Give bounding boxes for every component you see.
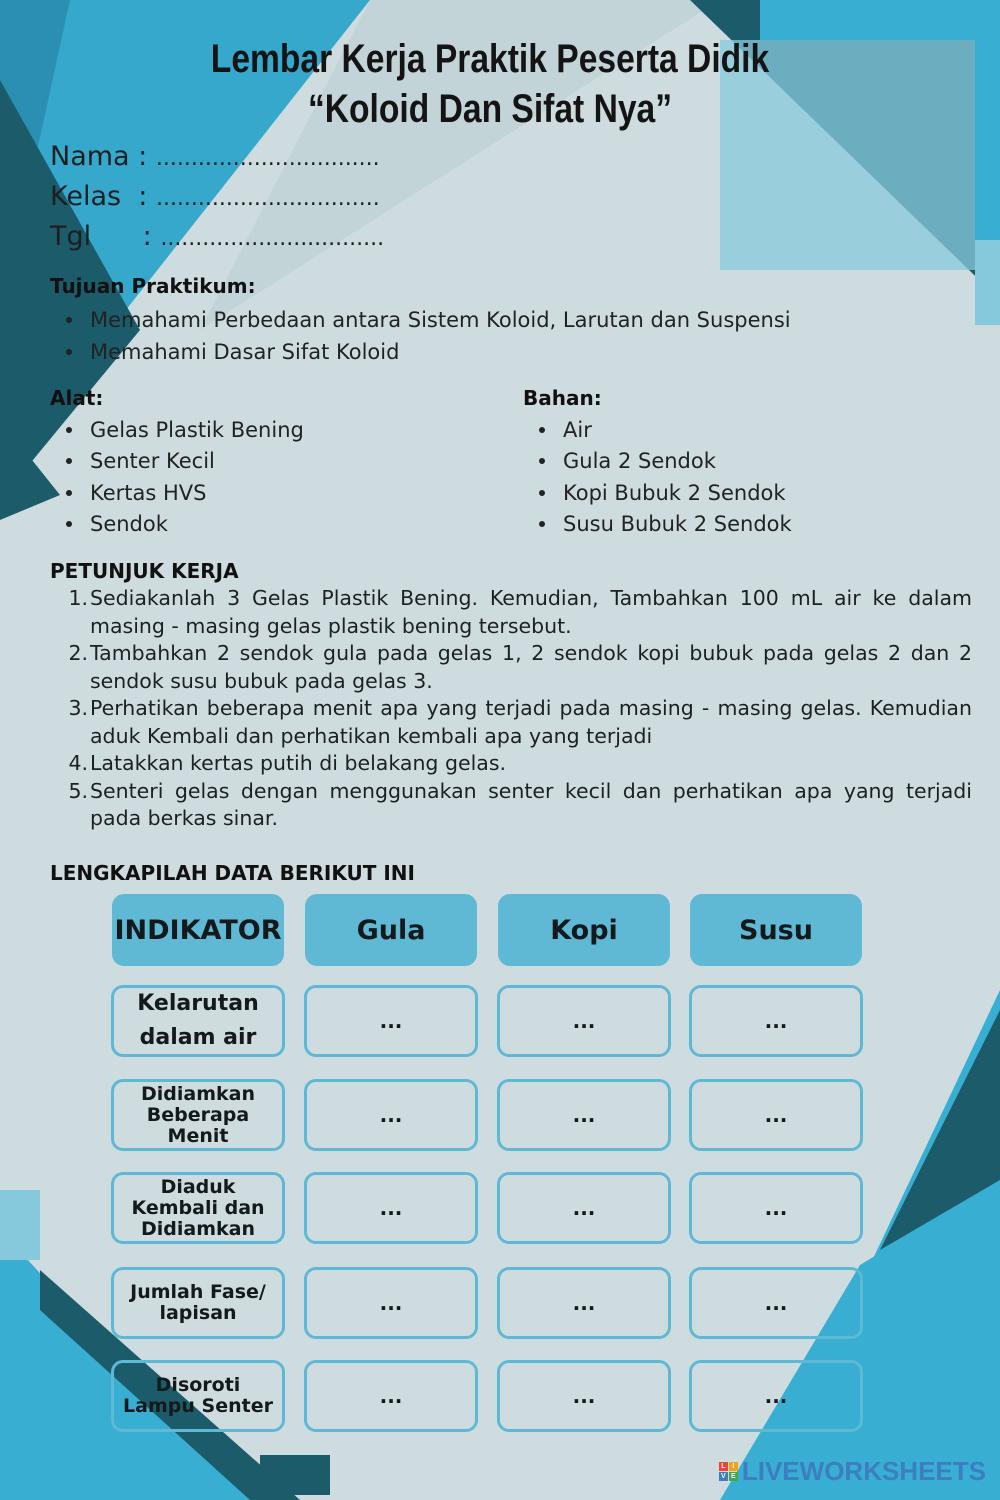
cell-susu-didiamkan[interactable]: ...	[689, 1079, 863, 1151]
header-gula: Gula	[305, 894, 477, 966]
date-blank[interactable]: ................................	[160, 226, 385, 251]
cell-gula-diaduk[interactable]: ...	[304, 1172, 478, 1244]
row-label-diaduk: Diaduk Kembali dan Didiamkan	[111, 1172, 285, 1244]
list-item: Memahami Perbedaan antara Sistem Koloid, Larutan dan Suspensi	[66, 304, 791, 336]
tujuan-heading: Tujuan Praktikum:	[50, 274, 256, 298]
liveworksheets-logo-icon: L I V E	[719, 1462, 738, 1481]
cell-gula-jumlah-fase[interactable]: ...	[304, 1267, 478, 1339]
liveworksheets-brand[interactable]	[719, 1456, 986, 1487]
cell-susu-disoroti[interactable]: ...	[689, 1360, 863, 1432]
title-line-1: Lembar Kerja Praktik Peserta Didik	[210, 37, 770, 81]
bahan-heading: Bahan:	[523, 386, 602, 410]
list-item: Susu Bubuk 2 Sendok	[539, 509, 792, 541]
class-blank[interactable]: ................................	[155, 186, 380, 211]
list-item: Memahami Dasar Sifat Koloid	[66, 336, 791, 368]
name-label: Nama :	[50, 141, 148, 172]
step-item: 3. Perhatikan beberapa menit apa yang terjadi pada masing - masing gelas. Kemudian aduk Kembali dan perhatikan kembali apa yang terjadi	[68, 696, 972, 748]
header-indikator: INDIKATOR	[112, 894, 284, 966]
step-item: 5. Senteri gelas dengan menggunakan senter kecil dan perhatikan apa yang terjadi pada berkas sinar.	[68, 778, 972, 830]
cell-gula-disoroti[interactable]: ...	[304, 1360, 478, 1432]
brand-text: LIVEWORKSHEETS	[741, 1456, 986, 1486]
cell-gula-kelarutan[interactable]: ...	[304, 985, 478, 1057]
row-label-didiamkan: Didiamkan Beberapa Menit	[111, 1079, 285, 1151]
cell-susu-diaduk[interactable]: ...	[689, 1172, 863, 1244]
cell-gula-didiamkan[interactable]: ...	[304, 1079, 478, 1151]
title-line-2: “Koloid Dan Sifat Nya”	[307, 87, 673, 131]
list-item: Gelas Plastik Bening	[66, 414, 304, 446]
table-heading: LENGKAPILAH DATA BERIKUT INI	[50, 861, 415, 885]
cell-kopi-jumlah-fase[interactable]: ...	[497, 1267, 671, 1339]
header-susu: Susu	[690, 894, 862, 966]
list-item: Sendok	[66, 509, 304, 541]
list-item: Senter Kecil	[66, 446, 304, 478]
list-item: Kertas HVS	[66, 477, 304, 509]
step-item: 2. Tambahkan 2 sendok gula pada gelas 1, 2 sendok kopi bubuk pada gelas 2 dan 2 sendok susu bubuk pada gelas 3.	[68, 641, 972, 693]
cell-susu-kelarutan[interactable]: ...	[689, 985, 863, 1057]
petunjuk-heading: PETUNJUK KERJA	[50, 559, 239, 583]
alat-heading: Alat:	[50, 386, 104, 410]
date-label: Tgl :	[50, 221, 152, 252]
step-item: 1. Sediakanlah 3 Gelas Plastik Bening. Kemudian, Tambahkan 100 mL air ke dalam masing - masing gelas plastik bening tersebut.	[68, 586, 972, 638]
header-kopi: Kopi	[498, 894, 670, 966]
list-item: Air	[539, 414, 792, 446]
list-item: Gula 2 Sendok	[539, 446, 792, 478]
cell-kopi-kelarutan[interactable]: ...	[497, 985, 671, 1057]
name-blank[interactable]: ................................	[155, 146, 380, 171]
cell-susu-jumlah-fase[interactable]: ...	[689, 1267, 863, 1339]
step-item: 4. Latakkan kertas putih di belakang gelas.	[68, 751, 507, 775]
row-label-kelarutan: Kelarutan dalam air	[111, 985, 285, 1057]
row-label-disoroti: Disoroti Lampu Senter	[111, 1360, 285, 1432]
class-label: Kelas :	[50, 181, 148, 212]
cell-kopi-didiamkan[interactable]: ...	[497, 1079, 671, 1151]
cell-kopi-disoroti[interactable]: ...	[497, 1360, 671, 1432]
row-label-jumlah-fase: Jumlah Fase/ lapisan	[111, 1267, 285, 1339]
cell-kopi-diaduk[interactable]: ...	[497, 1172, 671, 1244]
list-item: Kopi Bubuk 2 Sendok	[539, 477, 792, 509]
